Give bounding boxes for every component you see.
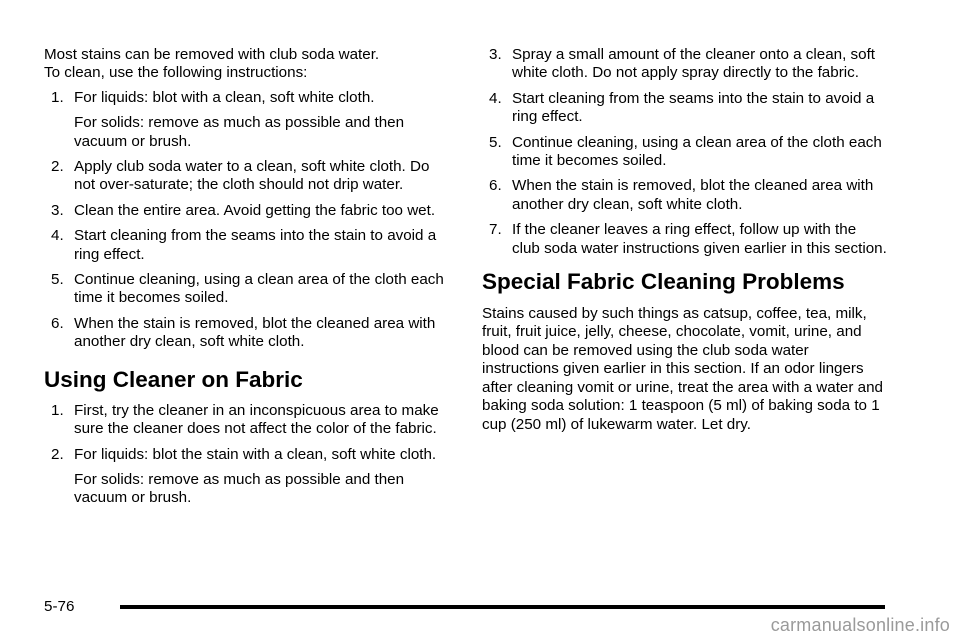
step-number: 4. xyxy=(51,227,64,245)
step-text: Start cleaning from the seams into the stain to avoid a ring effect. xyxy=(512,89,875,126)
list-item xyxy=(44,271,444,308)
step-number: 2. xyxy=(51,445,64,463)
step-number: 5. xyxy=(51,271,64,289)
step-text: Spray a small amount of the cleaner onto a clean, soft white cloth. Do not apply spray directly to the fabric. xyxy=(512,46,876,82)
cleaner-steps xyxy=(44,402,444,464)
step-text: Apply club soda water to a clean, soft white cloth. Do not over-saturate; the cloth should not drip water. xyxy=(74,158,430,194)
step-number: 7. xyxy=(489,221,502,239)
list-item xyxy=(44,158,444,195)
list-item xyxy=(44,402,444,439)
intro-line-2: To clean, use the following instructions: xyxy=(44,64,308,82)
step-text: When the stain is removed, blot the cleaned area with another dry clean, soft white cloth. xyxy=(74,314,436,351)
footer-divider xyxy=(120,605,885,609)
step-number: 3. xyxy=(51,201,64,219)
step-note: For solids: remove as much as possible and then vacuum or brush. xyxy=(74,114,405,150)
page-number: 5-76 xyxy=(44,598,75,615)
intro-text xyxy=(44,46,444,83)
step-number: 6. xyxy=(489,177,502,195)
step-text: When the stain is removed, blot the cleaned area with another dry clean, soft white cloth. xyxy=(512,177,874,213)
section-heading-special-fabric: Special Fabric Cleaning Problems xyxy=(482,269,845,295)
step-number: 6. xyxy=(51,314,64,332)
list-item xyxy=(44,89,444,107)
list-item xyxy=(482,90,887,127)
step-number: 3. xyxy=(489,46,502,63)
step-text: For liquids: blot with a clean, soft white cloth. xyxy=(74,88,375,106)
list-item xyxy=(482,221,887,258)
watermark-text: carmanualsonline.info xyxy=(770,615,950,635)
step-number: 4. xyxy=(489,89,502,107)
list-item xyxy=(44,446,444,464)
step-text: First, try the cleaner in an inconspicuous area to make sure the cleaner does not affect the color of the fabric. xyxy=(74,401,439,438)
step-text: If the cleaner leaves a ring effect, follow up with the club soda water instructions given earlier in this section. xyxy=(512,221,887,257)
list-item xyxy=(44,202,444,220)
list-item xyxy=(44,315,444,352)
club-soda-steps-continued xyxy=(44,158,444,352)
intro-line-1: Most stains can be removed with club soda water. xyxy=(44,46,380,63)
step-number: 5. xyxy=(489,133,502,151)
list-item xyxy=(482,46,887,83)
step-text: Start cleaning from the seams into the stain to avoid a ring effect. xyxy=(74,227,437,263)
step-text: Clean the entire area. Avoid getting the fabric too wet. xyxy=(74,201,436,219)
step-text: Continue cleaning, using a clean area of the cloth each time it becomes soiled. xyxy=(512,133,882,170)
cleaner-steps-continued xyxy=(482,46,887,258)
right-column xyxy=(482,46,887,434)
special-fabric-paragraph: Stains caused by such things as catsup, coffee, tea, milk, fruit, fruit juice, jelly, cheese, chocolate, vomit, urine, and blood can be removed using the club soda water instructions given earlier in this section. If an odor lingers after cleaning vomit or urine, treat the area with a water and baking soda solution: 1 teaspoon (5 ml) of baking soda to 1 cup (250 ml) of lukewarm water. Let dry. xyxy=(482,305,883,433)
section-heading-using-cleaner: Using Cleaner on Fabric xyxy=(44,366,303,392)
list-item xyxy=(482,134,887,171)
step-number: 1. xyxy=(51,401,64,419)
left-column xyxy=(44,46,444,515)
step-number: 1. xyxy=(51,88,64,106)
step-note: For solids: remove as much as possible and then vacuum or brush. xyxy=(74,470,405,507)
list-item xyxy=(44,227,444,264)
step-text: For liquids: blot the stain with a clean, soft white cloth. xyxy=(74,445,437,463)
list-item xyxy=(482,177,887,214)
step-number: 2. xyxy=(51,158,64,176)
step-text: Continue cleaning, using a clean area of the cloth each time it becomes soiled. xyxy=(74,271,444,307)
club-soda-steps xyxy=(44,89,444,107)
